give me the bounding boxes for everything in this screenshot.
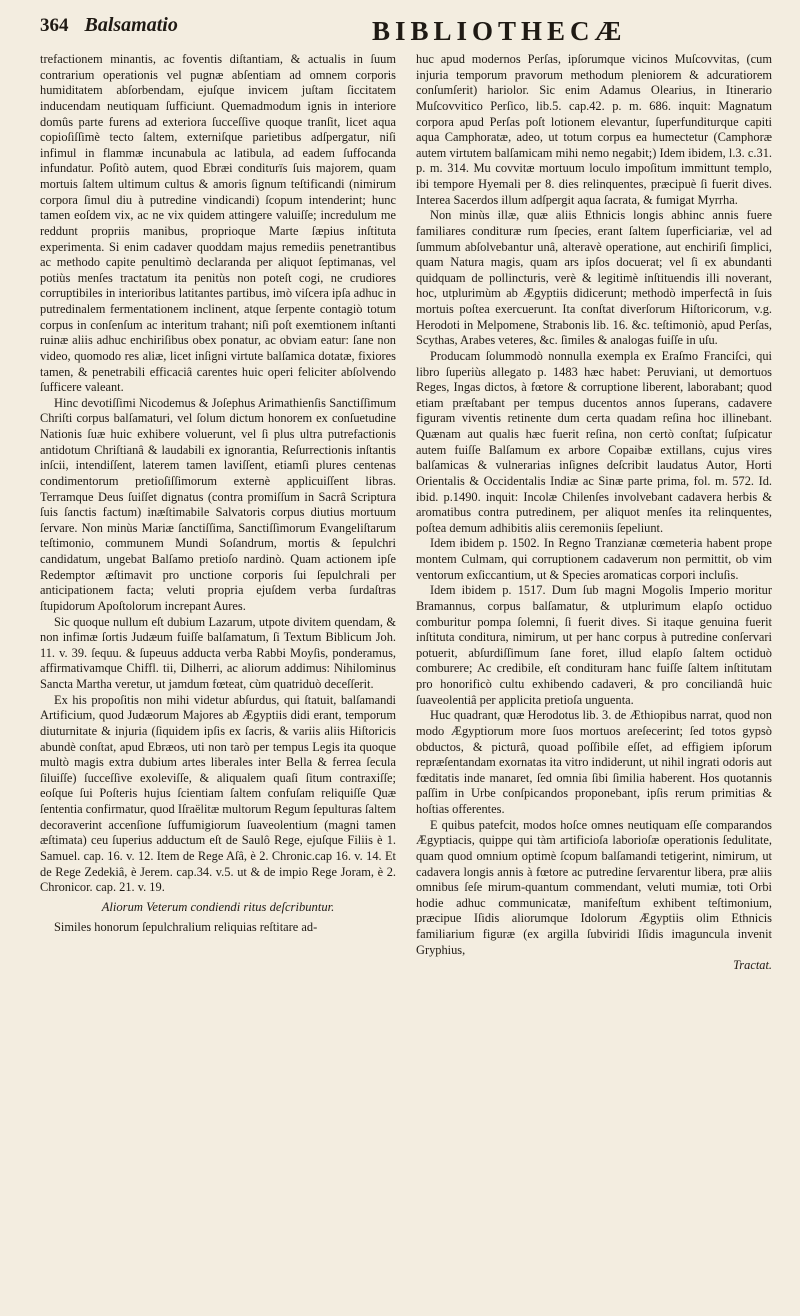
right-column: [416, 52, 772, 974]
section-title: BIBLIOTHECÆ: [372, 16, 627, 46]
catchword: Tractat.: [733, 958, 772, 973]
paragraph: Idem ibidem p. 1517. Dum ſub magni Mogolis Imperio moritur Bramannus, corpus balſamatur, & utplurimum elapſo octiduo comburitur pompa ſolemni, ſi fuerit dives. Si itaque genuina fuerit inſtituta conditura, nimirum, ut per hanc corpus à putredine conſervari potuerit, abſurdiſſimum ſane foret, illud elapſo ſaltem octiduò comburere; Ac credibile, eſt condituram hanc fuiſſe ſaltem inſtitutam pro honorificò cultu exhibendo cadaveri, & pro conciliandâ huic ſuaveolentiâ per applicita pretioſa unguenta.: [416, 583, 772, 707]
paragraph: huc apud modernos Perſas, ipſorumque vicinos Muſcovvitas, (cum injuria temporum pravorum methodum pleniorem & adcuratiorem conſumſerit) hariolor. Sic enim Adamus Olearius, in Itinerario Muſcovvitico Perſico, lib.5. cap.42. p. m. 686. inquit: Magnatum corpora apud Perſas poſt lotionem elevantur, ſuperfunditurque capiti aqua Camphoratæ, adeo, ut totum corpus ea humectetur (Camphoræ autem virtutem balſamicam mihi nemo negabit;) Idem ibidem, l.3. c.31. p. m. 314. Mu covvitæ mortuum loculo impoſitum immittunt templo, ibi tempore Hyemali per 8. dies relinquentes, præcipuè ſi fuerit dives. Interea Sacerdos illum adſpergit aqua ſacrata, & fumigat Myrrha.: [416, 52, 772, 207]
paragraph: trefactionem minantis, ac foventis diſtantiam, & actualis in ſuum contrarium operationis vel pugnæ abſentiam ad omnem corporis humiditatem abſorbendam, ejuſque invicem juſtam ſiccitatem inducendam neutiquam ſufficiunt. Quemadmodum ignis in interiore domûs parte furens ad exteriora ſucceſſive quoque tranſit, licet aqua copioſiſſimè tecto ſaltem, externiſque parietibus adſpergatur, niſi infimul in flammæ incunabula ac latibula, ad eadem ſuffocanda infundatur. Poſitò autem, quod Ebræi conditurïs ſuis majorem, quam mortuis ſaltem ultimum cultus & amoris ſignum teſtificandi (nimirum corpora ſimul diu à putredine vindicandi) ſcopum intenderint; hunc tamen eoſdem vix, ac ne vix quidem attingere valuiſſe; incredulum me reddunt propriis manibus, proprioque Marte ſæpius inſtituta experimenta. Si enim cadaver quoddam majus remediis penetrantibus ac methodo capite penultimò declaranda per aliquot ſeptimanas, vel potiùs menſes tractatum ita penitùs non poteſt cogi, ne crudiores corruptibiles in interioribus latitantes partibus, imò viſcera ipſa adhuc in putredinalem fermentationem inclinent, atque ſerpente contagiò totum corpus in conſenſum ac interitum trahant; niſi poſt exemtionem inſtanti ruinæ aliis adhuc enchiriſibus obex ponatur, ac obviam eatur: ſane non video, quomodo res aliæ, licet inſigni virtute balſamica dotatæ, fixiores tamen, & penetrabili efficaciâ carentes huic operi feliciter abſolvendo ſufficere valeant.: [40, 52, 396, 395]
paragraph: Similes honorum ſepulchralium reliquias reſtitare ad-: [54, 919, 318, 934]
paragraph: E quibus patefcit, modos hoſce omnes neutiquam eſſe comparandos Ægyptiacis, quippe qui tàm artificioſa laborioſæ operationis ſedulitate, quam quod omnium optimè ſcopum balſamandi tetigerint, nimirum, ut cadavera longis annis à fœtore ac putredine ſervarentur libera, præ aliis omnibus ſeſe mirum-quantum commendant, veluti mumiæ, toti Orbi hodie adhuc communicatæ, manifeſtum exhibent teſtimonium, præcipue Iſidis aliorumque Idolorum Ægyptiis olim Ethnicis familiarium figuræ (ex argilla ſubviridi Iſidis imaguncula invenit Gryphius,: [416, 817, 772, 957]
page-header: [40, 14, 772, 50]
section-subheading: Aliorum Veterum condiendi ritus deſcribuntur.: [101, 899, 335, 914]
paragraph: Producam ſolummodò nonnulla exempla ex Eraſmo Franciſci, qui libro ſuperiùs allegato p. 1483 hæc habet: Peruviani, ut demortuos Reges, Ingas dictos, à fœtore & corruptione liberent, laborabant; quod etiam præſtabant per tempus ducentos annos ſuperans, cadavere figuram viventis retinente dum certa quadam reſina hoc illinebant. Quænam aut qualis hæc fuerit reſina, non certò conſtat; ſuſpicatur autem fuiſſe Balſamum ex arbore Copaibæ extillans, cujus vires balſamicas & vulnerarias inſignes deſcribit laudatus Autor, Horti Orientalis & Occidentalis Indiæ ac Sinæ parte prima, fol. m. 572. Id. ibid. p.1490. inquit: Incolæ Chilenſes involvebant cadavera herbis & aromatibus contra putredinem, per aliquot menſes ita relinquentes, poſtea demum adhibitis aliis ceremoniis ſepeliunt.: [416, 348, 772, 535]
running-head: Balsamatio: [84, 14, 178, 36]
paragraph: Hinc devotiſſimi Nicodemus & Joſephus Arimathienſis Sanctiſſimum Chriſti corpus balſamaturi, vel ſolum dictum honorem ex conſuetudine Nationis ſuæ huic exhibere voluerunt, vel ſi plus ultra putrefactionis antidotum Chriſtianâ & laudabili ex ignorantia, Reſurrectionis inſtantis inſcii, intendiſſent, laterem tamen laviſſent, etiamſi plures centenas condimentorum pretioſiſſimorum externè applicuiſſent libras. Terramque Deus ſuiſſet dignatus (contra promiſſum in Sacrâ Scriptura ſuis ſanctis factum) inæſtimabile Salvatoris corpus diutius mortuum ſervare. Non minùs Mariæ ſanctiſſima, Sanctiſſimorum Evangeliſtarum teſtimonio, communem Mundi Soſandrum, mortis & ſepulchri candidatum, ungebat Balſamo pretioſo nardinò. Quam actionem ipſe Redemptor æſtimavit pro unctione corporis ſui ſepulchrali per anticipationem facta; veluti propria ejuſdem verba ſurdaſtras ſtupidorum Apoſtolorum increpant Aures.: [40, 395, 396, 613]
paragraph: Huc quadrant, quæ Herodotus lib. 3. de Æthiopibus narrat, quod non modo Ægyptiorum more ſuos mortuos areſecerint; ſed totos gypsò obductos, & picturâ, quoad poſſibile eſſet, ad effigiem ipſorum repræſentandam exornatas ita vitro indiderunt, ut nihil ingrati odoris aut fœditatis inde manaret, ſed omnia ſibi ſimilia haberent. Hos quotannis paſſim in Urbe conſpicandos proponebant, ipſis rerum primitias & hoſtias offerentes.: [416, 708, 772, 816]
paragraph: Non minùs illæ, quæ aliis Ethnicis longis abhinc annis fuere familiares condituræ rum ſpecies, erant ſaltem ſuperficiariæ, vel ad ſummum abſolvebantur unâ, alteravè operatione, aut enchiriſi ſimplici, quam Natura magis, quam ars ipſos docuerat; vel ſi ex abundanti quidquam de pollincturis, verè & legitimè inſtituendis illi noverant, hoc, utplurimùm ab Ægyptiis didicerunt; methodò imperfectâ in ſuis mortuis poſtea exercuerunt. Ita conſtat diverſorum Hiſtoricorum, v.g. Herodoti in Melpomene, Strabonis lib. 16. &c. teſtimoniò, apud Perſas, Scythas, Arabes veteres, &c. ſimiles & analogas fuiſſe in uſu.: [416, 208, 772, 348]
paragraph: Idem ibidem p. 1502. In Regno Tranzianæ cœmeteria habent prope montem Culmam, qui corruptionem cadaverum non permittit, ob vim ventorum exſiccantium, ut & Species aromaticas corpori incluſis.: [416, 536, 772, 582]
left-column: [40, 52, 396, 974]
page-number: 364: [40, 15, 69, 36]
catchword-line: [416, 958, 772, 974]
paragraph: Ex his propoſitis non mihi videtur abſurdus, qui ſtatuit, balſamandi Artificium, quod Judæorum Majores ab Ægyptiis didi erant, temporum diuturnitate & injuria (ſiquidem ipſis ex ſacris, & variis aliis Hiſtoricis abundè conſtat, apud Ebræos, uti non tarò per tempus Legis ita quoque multò magis extra dubium artes liberales inter Bella & ferrea ſecula ſiluiſſe) ſucceſſive exoleviſſe, & aliqualem quaſi ſitum contraxiſſe; eoſque ſui Poſteris hujus ſcientiam ſaltem confuſam reliquiſſe Quæ ſententia confirmatur, quod Iſraëlitæ multorum Regum ſepulturas ſaltem decoraverint accenſione ſuffumigiorum ſuaveolentium (magni tamen æſtimata) ceu ſuperius adductum eſt de Saulô Rege, ejuſque Filiis è 1. Samuel. cap. 16. v. 12. Item de Rege Aſâ, è 2. Chronic.cap 16. v. 14. Et de Rege Zedekiâ, è Jerem. cap.34. v.5. ut & de impio Rege Joram, è 2. Chronicor. cap. 21. v. 19.: [40, 692, 396, 895]
text-columns: [40, 52, 772, 974]
paragraph: Sic quoque nullum eſt dubium Lazarum, utpote divitem quendam, & non infimæ ſortis Judæum fuiſſe balſamatum, ſi Textum Biblicum Joh. 11. v. 39. ſequu. & ſupeuus adducta verba Rabbi Moyſis, ponderamus, affirmativamque Chiffl. tii, Dilherri, ac aliorum addimus: Nihilominus Sancta Martha veretur, ut jamdum fœteat, cùm quatriduò deceſſerit.: [40, 614, 396, 691]
